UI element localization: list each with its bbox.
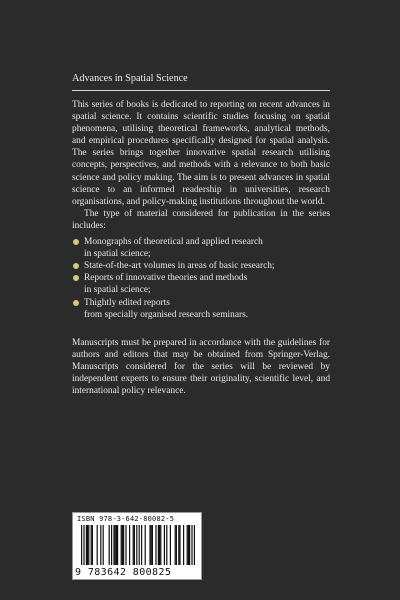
- barcode-bar: [187, 525, 188, 565]
- barcode-bar: [129, 525, 130, 565]
- bullet-icon: [73, 263, 79, 269]
- barcode-bar: [103, 525, 104, 565]
- barcode-bar: [179, 525, 180, 565]
- barcode-bar: [139, 525, 140, 565]
- barcode-bar: [149, 525, 150, 565]
- barcode-bar: [97, 525, 98, 565]
- barcode-bar: [87, 525, 88, 565]
- barcode-bar: [86, 525, 87, 565]
- barcode-bar: [178, 525, 179, 565]
- barcode-bar: [117, 525, 118, 565]
- barcode-bar: [116, 525, 117, 565]
- barcode-bar: [191, 525, 192, 565]
- barcode-bar: [145, 525, 146, 565]
- barcode-bar: [155, 525, 156, 565]
- barcode-bar: [83, 525, 84, 565]
- barcode-bars: [81, 525, 195, 565]
- barcode-bar: [113, 525, 114, 565]
- barcode-bar: [141, 525, 142, 565]
- barcode-bar: [194, 525, 195, 565]
- list-item: Monographs of theoretical and applied research in spatial science;: [72, 236, 330, 260]
- barcode-bar: [151, 525, 152, 565]
- barcode-bar: [183, 525, 184, 565]
- barcode-bar: [158, 525, 159, 565]
- barcode-bar: [81, 525, 82, 565]
- barcode-bar: [159, 525, 160, 565]
- barcode-bar: [92, 525, 93, 565]
- series-title: Advances in Spatial Science: [72, 72, 330, 91]
- bullet-icon: [73, 300, 79, 306]
- barcode-bar: [188, 525, 189, 565]
- barcode-bar: [170, 525, 171, 565]
- list-item: Reports of innovative theories and methods in spatial science;: [72, 272, 330, 296]
- material-intro: The type of material considered for publication in the series includes:: [72, 208, 330, 231]
- barcode-bar: [133, 525, 134, 565]
- barcode-bar: [115, 525, 116, 565]
- barcode-bar: [136, 525, 137, 565]
- barcode-bar: [152, 525, 153, 565]
- barcode-bar: [189, 525, 190, 565]
- manuscript-guidelines: Manuscripts must be prepared in accordance with the guidelines for authors and editors that may be obtained from Springer-Verlag. Manuscripts considered for the series will be reviewed by independent experts to ensure their originality, scientific level, and international policy relevance.: [72, 337, 330, 397]
- barcode-bar: [123, 525, 124, 565]
- bullet-icon: [73, 275, 79, 281]
- barcode: [72, 512, 202, 580]
- series-description: This series of books is dedicated to reporting on recent advances in spatial science. It contains scientific studies focusing on spatial phenomena, utilising theoretical frameworks, analytical methods, and empirical procedures specifically designed for spatial analysis. The series brings together innovative spatial research utilising concepts, perspectives, and methods with a relevance to both basic science and policy making. The aim is to present advances in spatial science to an informed readership in universities, research organisations, and policy-making institutions throughout the world.: [72, 100, 330, 207]
- back-cover-text: [72, 99, 330, 397]
- barcode-bar: [166, 525, 167, 565]
- barcode-bar: [134, 525, 135, 565]
- bullet-icon: [73, 239, 79, 245]
- barcode-digits: 9 783642 800825: [75, 567, 172, 578]
- spacer: [72, 321, 330, 337]
- barcode-bar: [111, 525, 112, 565]
- barcode-bar: [175, 525, 176, 565]
- list-item: State-of-the-art volumes in areas of basic research;: [72, 260, 330, 272]
- barcode-bar: [121, 525, 122, 565]
- barcode-bar: [100, 525, 101, 565]
- barcode-bar: [88, 525, 89, 565]
- list-item: Thightly edited reports from specially organised research seminars.: [72, 297, 330, 321]
- isbn-label: ISBN 978-3-642-80082-5: [77, 515, 175, 523]
- barcode-bar: [109, 525, 110, 565]
- barcode-bar: [176, 525, 177, 565]
- barcode-bar: [125, 525, 126, 565]
- barcode-bar: [160, 525, 161, 565]
- barcode-bar: [164, 525, 165, 565]
- barcode-bar: [122, 525, 123, 565]
- material-list: [72, 236, 330, 321]
- barcode-bar: [91, 525, 92, 565]
